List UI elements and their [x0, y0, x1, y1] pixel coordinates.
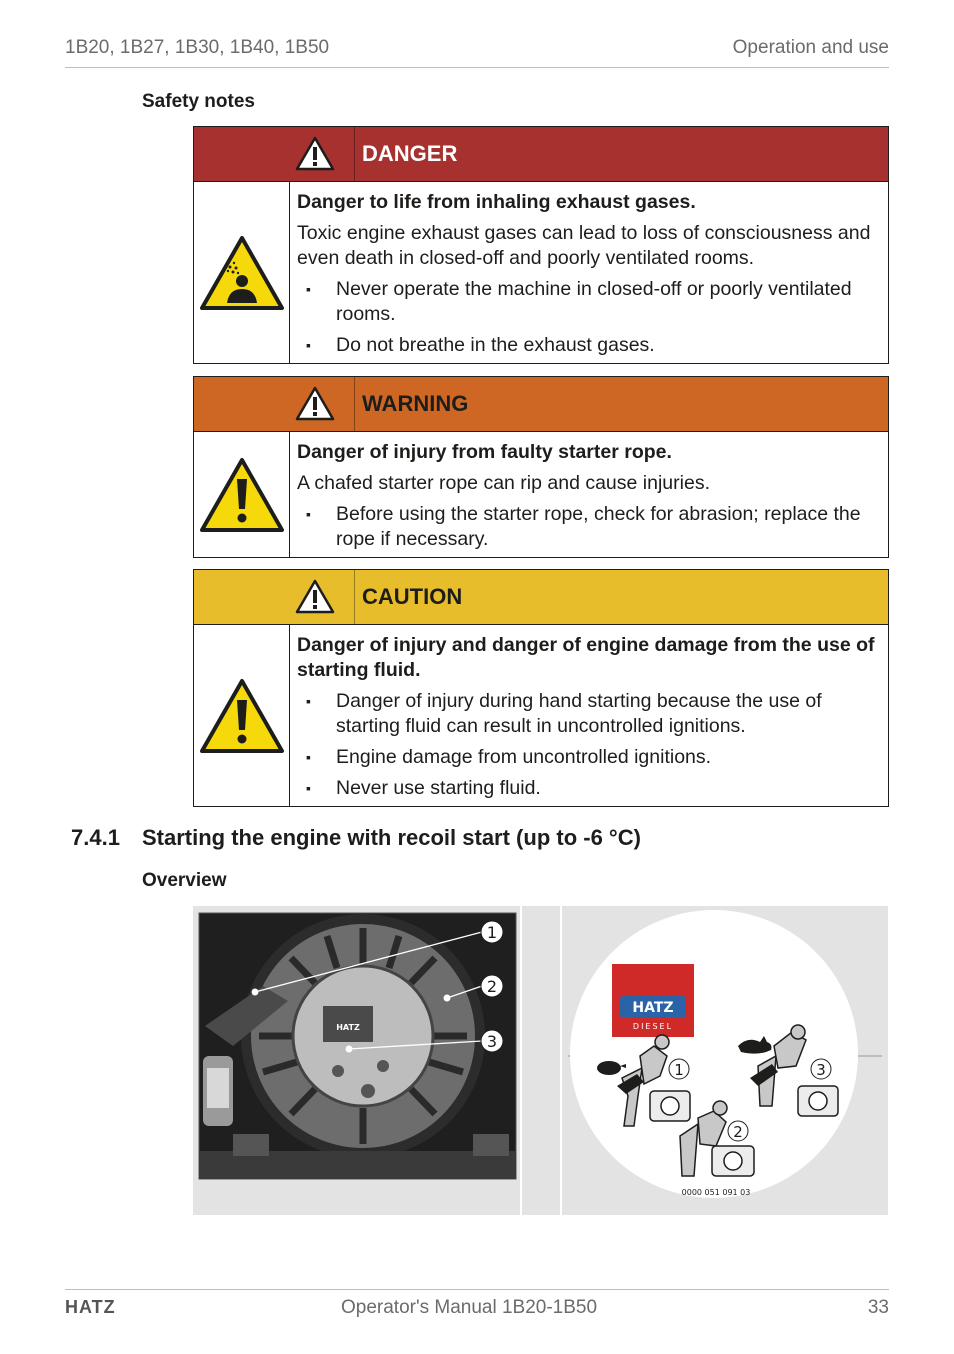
warning-triangle-icon	[295, 579, 335, 614]
danger-bullet: ▪ Do not breathe in the exhaust gases.	[297, 333, 878, 358]
svg-text:HATZ: HATZ	[336, 1023, 360, 1032]
footer-manual-title: Operator's Manual 1B20-1B50	[341, 1297, 598, 1318]
overview-heading: Overview	[142, 870, 227, 891]
warning-signal-band	[194, 377, 888, 432]
footer-brand: HATZ	[65, 1297, 116, 1317]
warning-content	[297, 440, 878, 558]
caution-bullets	[297, 689, 878, 801]
label-part-number: 0000 051 091 03	[681, 1188, 751, 1197]
danger-icon-cell	[194, 182, 290, 363]
caution-signal-band	[194, 570, 888, 625]
section-number: 7.4.1	[71, 825, 120, 850]
photo-callout-2: 2	[486, 977, 498, 996]
caution-signal-word: CAUTION	[362, 584, 463, 609]
label-callout-1: 1	[674, 1061, 684, 1079]
label-callout-3: 3	[816, 1061, 826, 1079]
header-rule	[65, 67, 889, 68]
inhalation-hazard-icon	[199, 235, 285, 311]
figure-spacer-panel	[522, 906, 560, 1215]
warning-signal-word: WARNING	[362, 391, 469, 416]
caution-bullet: ▪ Engine damage from uncontrolled ignitions.	[297, 745, 878, 770]
danger-text: Toxic engine exhaust gases can lead to loss of consciousness and even death in closed-off and poorly ventilated rooms.	[297, 222, 871, 269]
label-callout-2: 2	[733, 1123, 743, 1141]
safety-notes-heading: Safety notes	[142, 91, 255, 112]
engine-photo	[193, 906, 520, 1215]
danger-notice	[193, 126, 889, 364]
caution-bullet: ▪ Never use starting fluid.	[297, 776, 878, 801]
caution-content	[297, 633, 878, 807]
caution-notice	[193, 569, 889, 807]
engine-photo-panel	[193, 906, 520, 1215]
warning-title: Danger of injury from faulty starter rope.	[297, 441, 672, 463]
hatz-badge-diesel: DIESEL	[632, 1022, 674, 1031]
danger-content	[297, 190, 878, 364]
section-title: Starting the engine with recoil start (up to -6 °C)	[142, 825, 641, 850]
caution-bullet: ▪ Danger of injury during hand starting because the use of starting fluid can result in uncontrolled ignitions.	[297, 689, 878, 739]
danger-bullet: ▪ Never operate the machine in closed-off or poorly ventilated rooms.	[297, 277, 878, 327]
warning-triangle-icon	[295, 136, 335, 171]
warning-bullet: ▪ Before using the starter rope, check for abrasion; replace the rope if necessary.	[297, 502, 878, 552]
footer-rule	[65, 1289, 889, 1290]
warning-text: A chafed starter rope can rip and cause injuries.	[297, 472, 710, 494]
warning-bullets	[297, 502, 878, 552]
warning-notice	[193, 376, 889, 558]
starting-label-panel	[562, 906, 888, 1215]
photo-callout-1: 1	[486, 923, 498, 942]
header-chapter: Operation and use	[732, 37, 889, 58]
caution-title: Danger of injury and danger of engine damage from the use of starting fluid.	[297, 634, 875, 681]
starting-label-drawing	[562, 906, 888, 1215]
general-warning-icon	[199, 457, 285, 533]
danger-signal-word: DANGER	[362, 141, 458, 166]
photo-callout-3: 3	[486, 1032, 498, 1051]
danger-title: Danger to life from inhaling exhaust gases.	[297, 191, 696, 213]
turtle-icon	[597, 1061, 621, 1075]
general-warning-icon	[199, 678, 285, 754]
caution-icon-cell	[194, 625, 290, 806]
hatz-badge-text: HATZ	[632, 1000, 674, 1016]
header-models: 1B20, 1B27, 1B30, 1B40, 1B50	[65, 37, 330, 58]
warning-icon-cell	[194, 432, 290, 557]
warning-triangle-icon	[295, 386, 335, 421]
danger-signal-band	[194, 127, 888, 182]
danger-bullets	[297, 277, 878, 358]
page-number: 33	[867, 1297, 889, 1318]
